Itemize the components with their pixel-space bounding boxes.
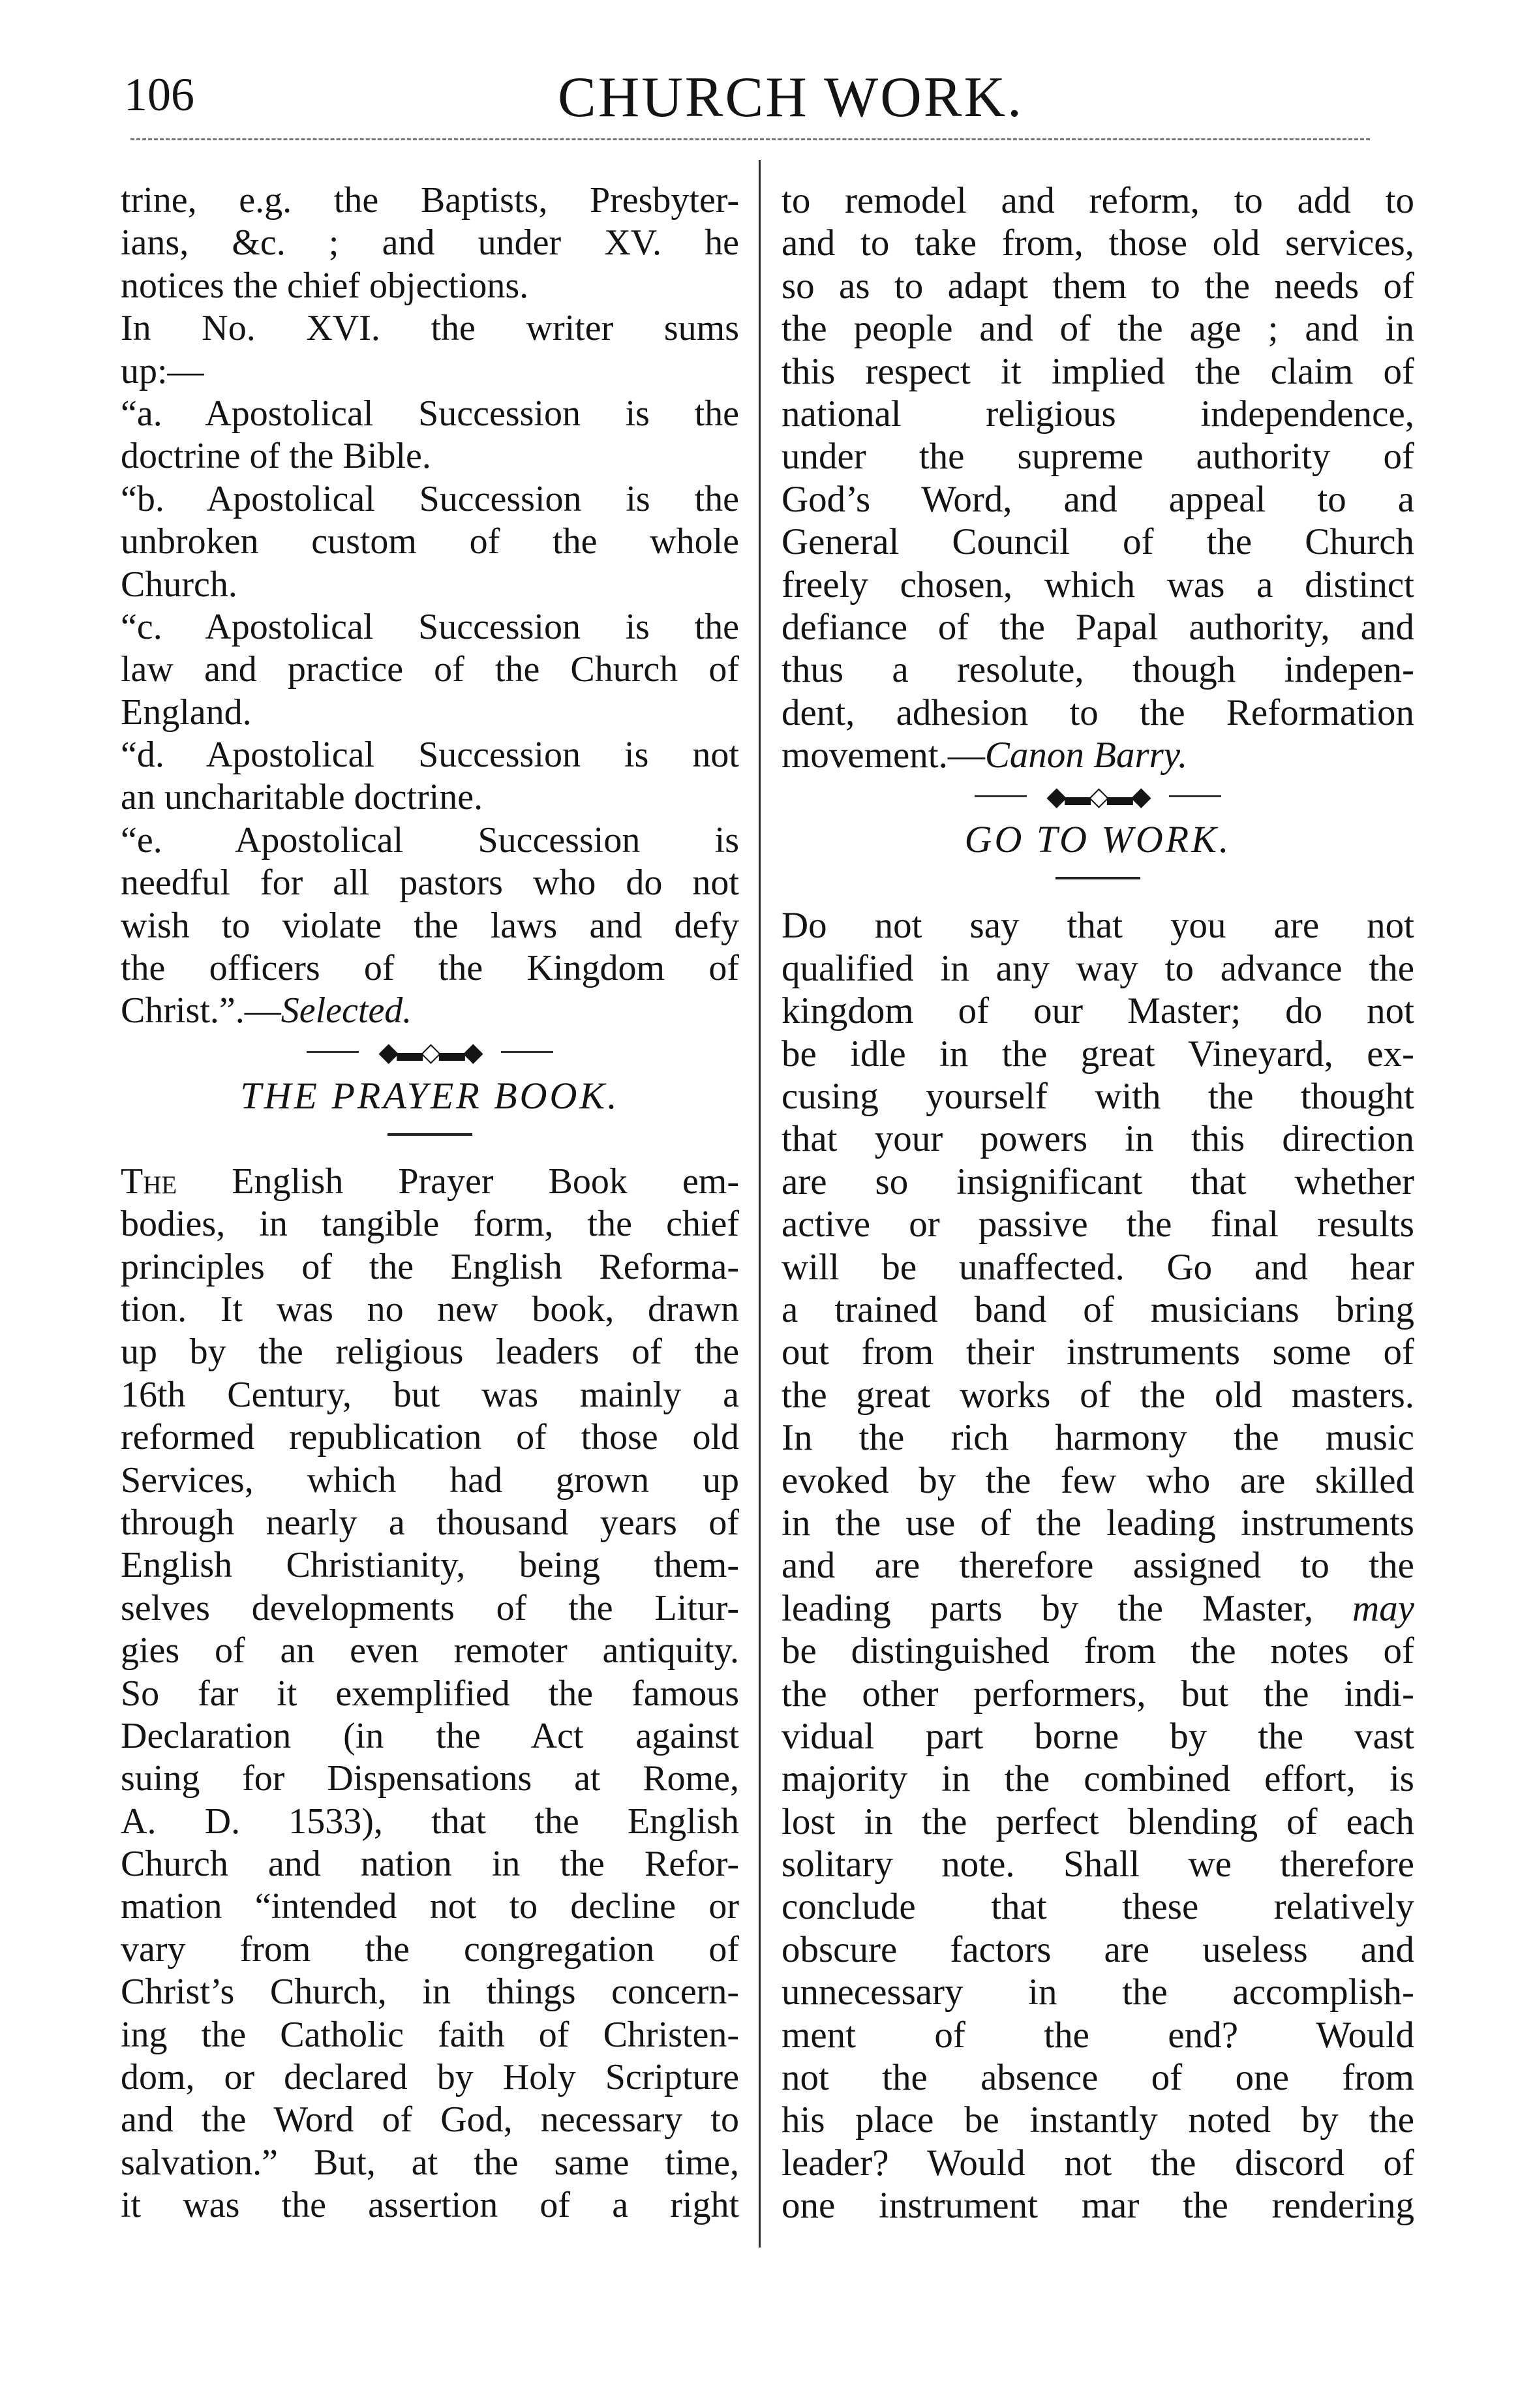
text-line: the people and of the age ; and in [782,308,1414,350]
text-line: out from their instruments some of [782,1332,1414,1373]
text-line: qualified in any way to advance the [782,947,1414,989]
text-line: law and practice of the Church of [121,649,739,690]
text-line: “e. Apostolical Succession is [121,819,739,861]
attribution-text: Christ.”.— [121,990,281,1031]
left-column [121,179,739,2227]
text-line: and to take from, those old services, [782,222,1414,264]
text-line: leader? Would not the discord of [782,2142,1414,2184]
text-line: thus a resolute, though indepen- [782,649,1414,691]
text-line: kingdom of our Master; do not [782,990,1414,1032]
text-line: selves developments of the Litur- [121,1587,739,1628]
text-line: notices the chief objections. [121,265,529,306]
section-title-prayer-book: THE PRAYER BOOK. [240,1074,620,1117]
text-line: “d. Apostolical Succession is not [121,735,739,776]
text-line: the officers of the Kingdom of [121,948,739,989]
drop-word: The [121,1161,177,1202]
text-line: leading parts by the Master, may [782,1587,1414,1629]
section-ornament [782,776,1414,815]
text-line: Christ’s Church, in things concern- [121,1972,739,2013]
prayer-book-continuation [782,179,1414,776]
text-line: “c. Apostolical Succession is the [121,606,739,647]
text-line: dent, adhesion to the Reformation [782,692,1414,733]
text-line: his place be instantly noted by the [782,2099,1414,2141]
attribution-source: Canon Barry. [984,735,1188,776]
text-line: conclude that these relatively [782,1886,1414,1928]
text-line: one instrument mar the rendering [782,2185,1414,2227]
text-line: dom, or declared by Holy Scripture [121,2057,739,2098]
text-line: national religious independence, [782,393,1414,434]
ornament-dash [307,1051,359,1053]
ornament-dash [975,795,1027,797]
attribution-line [121,990,739,1032]
text-line: to remodel and reform, to add to [782,180,1414,221]
text-line: lost in the perfect blending of each [782,1801,1414,1842]
text-line: 16th Century, but was mainly a [121,1374,739,1415]
text-line: cusing yourself with the thought [782,1076,1414,1118]
column-divider [759,160,761,2248]
text-line: Church and nation in the Refor- [121,1844,739,1885]
text-line: In the rich harmony the music [782,1417,1414,1459]
text-line: reformed republication of those old [121,1417,739,1458]
text-line: defiance of the Papal authority, and [782,606,1414,648]
text-line: evoked by the few who are skilled [782,1459,1414,1501]
section-ornament [121,1033,739,1072]
emphasis-word: may [1352,1587,1414,1629]
text-line: salvation.” But, at the same time, [121,2142,739,2183]
text-line: In No. XVI. the writer sums [121,308,739,349]
text-line: Services, which had grown up [121,1459,739,1501]
text-line: doctrine of the Bible. [121,436,431,477]
text-line: principles of the English Reforma- [121,1246,739,1287]
text-line: not the absence of one from [782,2057,1414,2099]
text-line: gies of an even remoter antiquity. [121,1630,739,1671]
text-line: suing for Dispensations at Rome, [121,1758,739,1799]
text-line: England. [121,692,252,733]
text-line: trine, e.g. the Baptists, Presbyter- [121,180,739,221]
attribution-line [782,734,1414,776]
text-line: vary from the congregation of [121,1928,739,1970]
text-line: tion. It was no new book, drawn [121,1288,739,1330]
text-line: and are therefore assigned to the [782,1545,1414,1587]
text-line: in the use of the leading instruments [782,1502,1414,1544]
title-rule [1055,877,1140,879]
text-line: be distinguished from the notes of [782,1630,1414,1672]
text-line: it was the assertion of a right [121,2185,739,2226]
text-line: General Council of the Church [782,521,1414,563]
text-line: unnecessary in the accomplish- [782,1972,1414,2013]
text-line: Declaration (in the Act against [121,1715,739,1756]
text-line: through nearly a thousand years of [121,1502,739,1543]
section-title-go-to-work: GO TO WORK. [964,818,1232,861]
text-line: and the Word of God, necessary to [121,2099,739,2141]
text-line: ment of the end? Would [782,2014,1414,2056]
header-rule [130,138,1370,140]
text-line: Do not say that you are not [782,905,1414,947]
title-rule [387,1133,472,1136]
text-line: under the supreme authority of [782,436,1414,478]
text-line: obscure factors are useless and [782,1928,1414,1970]
text-line: up by the religious leaders of the [121,1332,739,1373]
text-line: the great works of the old masters. [782,1374,1414,1416]
ornament-glyph: ◆▬◇▬◆ [1046,781,1149,811]
text-line: so as to adapt them to the needs of [782,265,1414,307]
text-line: be idle in the great Vineyard, ex- [782,1033,1414,1074]
text-line: active or passive the final results [782,1204,1414,1245]
text-line: an uncharitable doctrine. [121,777,483,818]
text-line: a trained band of musicians bring [782,1288,1414,1330]
text-line: So far it exemplified the famous [121,1673,739,1714]
text-line: wish to violate the laws and defy [121,905,739,946]
text-line: Church. [121,564,237,605]
text-line: English Christianity, being them- [121,1545,739,1586]
running-head: CHURCH WORK. [558,66,1024,129]
text-line: A. D. 1533), that the English [121,1801,739,1842]
right-column [782,179,1414,2227]
text-line: freely chosen, which was a distinct [782,564,1414,605]
text-line: the other performers, but the indi- [782,1673,1414,1715]
ornament-glyph: ◆▬◇▬◆ [378,1037,481,1067]
text-line: vidual part borne by the vast [782,1715,1414,1757]
text-line: The English Prayer Book em- [121,1161,739,1202]
apostolical-succession-text [121,179,739,1033]
text-line: are so insignificant that whether [782,1161,1414,1202]
text-line: up:— [121,350,204,391]
text-line: this respect it implied the claim of [782,350,1414,392]
attribution-text: movement.— [782,735,985,776]
ornament-dash [501,1051,553,1053]
text-line: ing the Catholic faith of Christen- [121,2014,739,2055]
prayer-book-text [121,1161,739,2227]
text-line: mation “intended not to decline or [121,1886,739,1927]
text-line: solitary note. Shall we therefore [782,1844,1414,1885]
page-header [124,62,1403,140]
text-line: majority in the combined effort, is [782,1758,1414,1800]
text-line: unbroken custom of the whole [121,521,739,562]
go-to-work-text [782,904,1414,2227]
text-line: that your powers in this direction [782,1118,1414,1160]
text-line: God’s Word, and appeal to a [782,478,1414,520]
ornament-dash [1169,795,1221,797]
text-line: will be unaffected. Go and hear [782,1246,1414,1288]
text-line: “a. Apostolical Succession is the [121,393,739,434]
text-line: ians, &c. ; and under XV. he [121,222,739,264]
attribution-source: Selected. [281,990,412,1031]
text-line: bodies, in tangible form, the chief [121,1204,739,1245]
text-line: needful for all pastors who do not [121,862,739,904]
text-line: “b. Apostolical Succession is the [121,478,739,519]
page-number: 106 [124,69,194,121]
